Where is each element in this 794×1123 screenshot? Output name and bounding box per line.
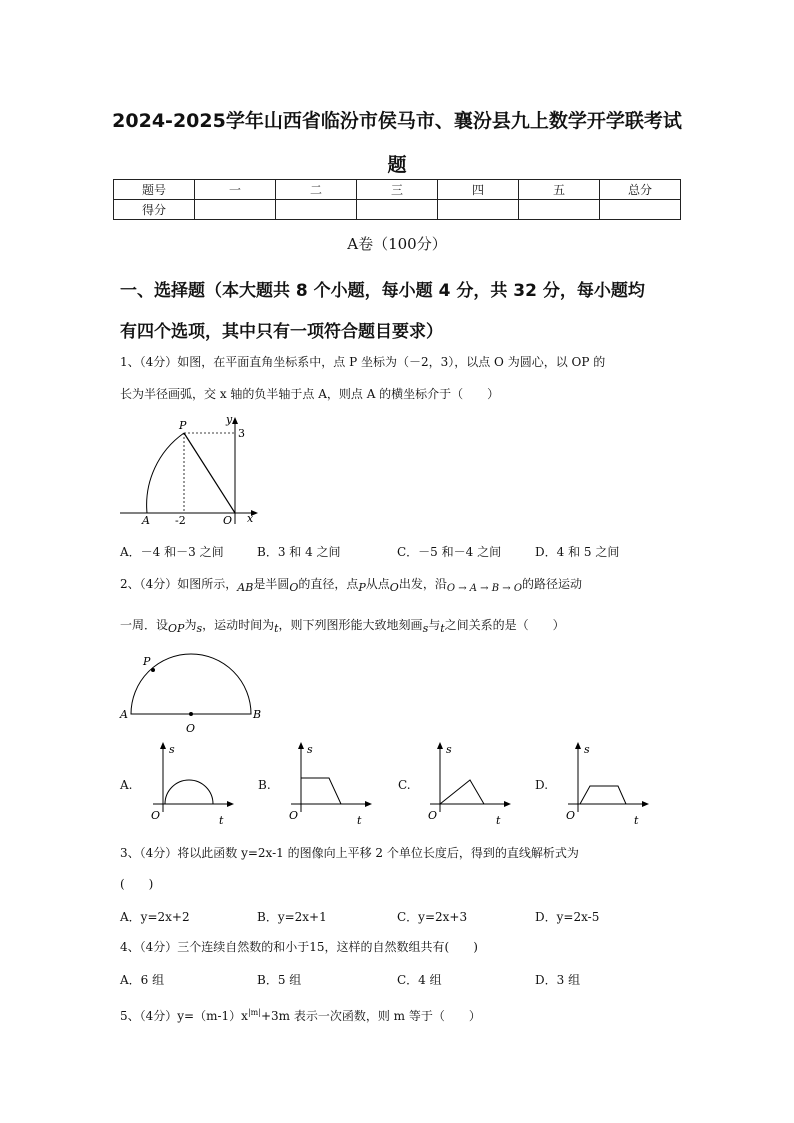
label-o: O [566, 809, 576, 822]
q2-math-p: P [358, 581, 366, 594]
curve [440, 780, 484, 804]
question-1-option-b[interactable]: B．3 和 4 之间 [257, 545, 341, 559]
point-p [151, 668, 155, 672]
q2-math-op: OP [168, 622, 185, 635]
label-t: t [634, 814, 639, 825]
score-cell[interactable] [438, 200, 519, 220]
score-table-score-row [114, 200, 681, 220]
label-s: s [307, 743, 313, 756]
t-axis-arrow [365, 801, 372, 807]
question-2-option-b-graph[interactable] [283, 740, 373, 825]
table-cell: 二 [276, 180, 357, 200]
label-o: O [223, 514, 233, 527]
t-axis-arrow [227, 801, 234, 807]
q2-text-part: 从点 [365, 577, 390, 591]
s-axis-arrow [298, 742, 304, 749]
question-3-option-b[interactable]: B．y=2x+1 [257, 910, 327, 924]
question-2-option-c-label[interactable]: C. [398, 778, 411, 792]
s-axis-arrow [437, 742, 443, 749]
score-cell[interactable] [519, 200, 600, 220]
q2-text-part: 出发，沿 [398, 577, 447, 591]
question-4-option-a[interactable]: A．6 组 [120, 973, 165, 987]
label-b: B [253, 708, 262, 721]
label-p: P [179, 419, 187, 432]
question-3-text: 3、（4分）将以此函数 y=2x-1 的图像向上平移 2 个单位长度后，得到的直线解析式为 [120, 846, 579, 860]
q2-math-s: s [422, 622, 429, 635]
question-4-option-c[interactable]: C．4 组 [397, 973, 442, 987]
label-t: t [496, 814, 501, 825]
question-1-option-a[interactable]: A．－4 和－3 之间 [120, 545, 224, 559]
curve [165, 780, 213, 804]
label-y: y [226, 413, 233, 426]
s-axis-arrow [575, 742, 581, 749]
score-table [113, 179, 681, 220]
q2-text-part: ，运动时间为 [202, 618, 275, 632]
question-2-option-c-graph[interactable] [422, 740, 512, 825]
label-t: t [357, 814, 362, 825]
label-s: s [169, 743, 175, 756]
question-5-text [120, 1006, 481, 1023]
arc [147, 433, 184, 513]
question-1-text: 1、（4分）如图，在平面直角坐标系中，点 P 坐标为（－2，3），以点 O 为圆心，以 OP 的 [120, 355, 606, 369]
score-cell[interactable] [276, 200, 357, 220]
t-axis-arrow [504, 801, 511, 807]
question-1-option-c[interactable]: C．－5 和－4 之间 [397, 545, 502, 559]
section-1-heading: 一、选择题（本大题共 8 个小题，每小题 4 分，共 32 分，每小题均 [120, 281, 645, 301]
question-2-option-a-label[interactable]: A. [120, 778, 133, 792]
question-3-option-c[interactable]: C．y=2x+3 [397, 910, 468, 924]
question-1-option-d[interactable]: D．4 和 5 之间 [535, 545, 620, 559]
label-o: O [186, 722, 196, 735]
label-o: O [289, 809, 299, 822]
q5-text-part: 5、（4分）y=（m-1）x [120, 1009, 248, 1023]
s-axis-arrow [160, 742, 166, 749]
q2-math-o: O [389, 581, 399, 594]
label-a: A [142, 514, 150, 527]
table-cell: 三 [357, 180, 438, 200]
page-title-continued: 题 [387, 154, 407, 176]
table-cell: 一 [195, 180, 276, 200]
y-axis-arrow [232, 417, 238, 424]
curve [580, 786, 626, 804]
label-t: t [219, 814, 224, 825]
q2-text-part: 是半圆 [253, 577, 290, 591]
q2-text-part: 之间关系的是（ ） [444, 618, 565, 632]
q5-exponent: |m| [247, 1008, 261, 1017]
q2-text-part: ，则下列图形能大致地刻画 [278, 618, 423, 632]
q2-text-part: 一周．设 [120, 618, 169, 632]
question-2-option-d-label[interactable]: D. [535, 778, 549, 792]
q2-math-t: t [274, 622, 279, 635]
label-s: s [584, 743, 590, 756]
question-3-option-a[interactable]: A．y=2x+2 [120, 910, 190, 924]
t-axis-arrow [642, 801, 649, 807]
question-3-text-continued: ( ) [120, 877, 154, 891]
table-cell: 得分 [114, 200, 195, 220]
q2-text-part: 2、（4分）如图所示， [120, 577, 238, 591]
question-4-option-b[interactable]: B．5 组 [257, 973, 302, 987]
question-2-text-continued [120, 618, 565, 633]
label-o: O [428, 809, 438, 822]
question-3-option-d[interactable]: D．y=2x-5 [535, 910, 600, 924]
q2-text-part: 的路径运动 [522, 577, 583, 591]
q2-math-ab: AB [237, 581, 254, 594]
label-3: 3 [238, 427, 245, 440]
q2-math-o: O [289, 581, 299, 594]
question-4-option-d[interactable]: D．3 组 [535, 973, 581, 987]
label-x: x [247, 512, 254, 525]
q2-math-s: s [196, 622, 203, 635]
page-title: 2024-2025学年山西省临汾市侯马市、襄汾县九上数学开学联考试 [112, 110, 682, 132]
score-table-header-row [114, 180, 681, 200]
q2-text-part: 的直径，点 [298, 577, 359, 591]
q5-text-part: +3m 表示一次函数，则 m 等于（ ） [260, 1009, 481, 1023]
segment-op [184, 433, 235, 513]
volume-a-heading: A卷（100分） [347, 235, 447, 253]
section-1-heading-continued: 有四个选项，其中只有一项符合题目要求） [120, 322, 443, 342]
score-cell[interactable] [357, 200, 438, 220]
label-p: P [143, 655, 151, 668]
label-neg2: -2 [175, 514, 186, 527]
table-cell: 五 [519, 180, 600, 200]
table-cell: 总分 [600, 180, 681, 200]
q2-text-part: 为 [184, 618, 197, 632]
q2-text-part: 与 [428, 618, 441, 632]
curve [301, 778, 341, 804]
q2-math-path: O → A → B → O [446, 583, 523, 594]
q2-math-t: t [440, 622, 445, 635]
score-cell[interactable] [195, 200, 276, 220]
question-4-text: 4、（4分）三个连续自然数的和小于15，这样的自然数组共有( ) [120, 940, 478, 954]
question-1-figure [115, 412, 265, 532]
center-point [189, 712, 193, 716]
question-2-option-d-graph[interactable] [560, 740, 650, 825]
question-1-text-continued: 长为半径画弧，交 x 轴的负半轴于点 A，则点 A 的横坐标介于（ ） [120, 387, 500, 401]
label-s: s [446, 743, 452, 756]
score-cell[interactable] [600, 200, 681, 220]
label-o: O [151, 809, 161, 822]
table-cell: 题号 [114, 180, 195, 200]
question-2-option-a-graph[interactable] [145, 740, 235, 825]
table-cell: 四 [438, 180, 519, 200]
label-a: A [120, 708, 128, 721]
question-2-option-b-label[interactable]: B. [258, 778, 271, 792]
question-2-text [120, 577, 582, 593]
question-2-semicircle-figure [118, 650, 268, 738]
